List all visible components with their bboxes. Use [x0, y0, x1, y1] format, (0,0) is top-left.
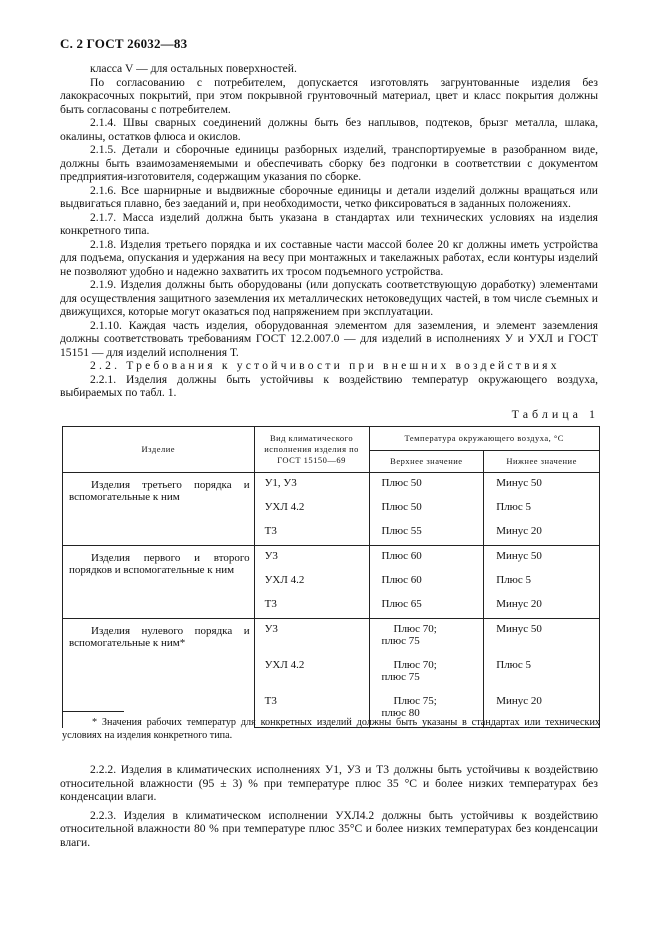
- climate-cell: Т3: [254, 594, 369, 619]
- header-temperature: Температура окружающего воздуха, °С: [369, 427, 600, 451]
- product-cell: Изделия нулевого порядка и вспомогательные к ним*: [63, 619, 255, 728]
- paragraph: 2.1.6. Все шарнирные и выдвижные сборочные единицы и детали изделий должны вращаться или выдвигаться плавно, без заеданий и, при необходимости, четко фиксироваться в заданных положениях.: [60, 183, 598, 210]
- paragraph: 2.1.9. Изделия должны быть оборудованы (или допускать соответствующую доработку) элементами для осуществления защитного заземления их металлических нетоковедущих частей, в том числе съемных и движущихся, которые могут оказаться под напряжением при эксплуатации.: [60, 278, 598, 318]
- lower-cell: Минус 20: [484, 521, 600, 546]
- paragraph: 2.1.8. Изделия третьего порядка и их составные части массой более 20 кг должны иметь устройства для подъема, опускания и удержания на весу при монтажных и такелажных работах, если контуры изделий не позволяют удобно и надежно захватить их тросом подъемного устройства.: [60, 237, 598, 278]
- climate-cell: Т3: [254, 691, 369, 728]
- paragraph: 2.2.3. Изделия в климатическом исполнении УХЛ4.2 должны быть устойчивы к воздействию относительной влажности 80 % при температуре плюс 35°С и более низких температурах без конденсации влаги.: [60, 808, 598, 849]
- lower-cell: Минус 20: [484, 594, 600, 619]
- climate-cell: У3: [254, 546, 369, 571]
- table-row: [63, 473, 600, 498]
- paragraph: 2.1.5. Детали и сборочные единицы разборных изделий, транспортируемые в разобранном виде, должны быть взаимозаменяемыми и обеспечивать сборку без подгонки в соответствии с документом предприятия-изготовителя, содержащим указания по сборке.: [60, 143, 598, 183]
- upper-value-line-2: плюс 75: [381, 671, 420, 683]
- upper-cell: Плюс 50: [369, 497, 484, 521]
- upper-value-line-2: плюс 80: [381, 707, 420, 719]
- footnote: * Значения рабочих температур для конкретных изделий должны быть указаны в стандартах или технических условиях на изделия конкретного типа.: [62, 717, 600, 741]
- upper-cell: [369, 619, 484, 656]
- lower-cell: Минус 50: [484, 619, 600, 656]
- upper-value-line-1: Плюс 75;: [393, 695, 437, 707]
- climate-cell: У1, У3: [254, 473, 369, 498]
- lower-cell: Минус 50: [484, 546, 600, 571]
- lower-cell: Плюс 5: [484, 570, 600, 594]
- climate-cell: УХЛ 4.2: [254, 655, 369, 691]
- climate-cell: Т3: [254, 521, 369, 546]
- body-text-bottom: [60, 763, 598, 854]
- upper-cell: Плюс 55: [369, 521, 484, 546]
- paragraph: 2.2.1. Изделия должны быть устойчивы к воздействию температур окружающего воздуха, выбираемых по табл. 1.: [60, 372, 598, 399]
- upper-value-line-1: Плюс 70;: [393, 659, 437, 671]
- table-row: [63, 546, 600, 571]
- climate-cell: УХЛ 4.2: [254, 570, 369, 594]
- paragraph: 2.2.2. Изделия в климатических исполнениях У1, У3 и Т3 должны быть устойчивы к воздействию относительной влажности (95 ± 3) % при температуре плюс 35 °С и более низких температурах без конденсации влаги.: [60, 763, 598, 803]
- page-header: С. 2 ГОСТ 26032—83: [60, 36, 188, 51]
- paragraph: По согласованию с потребителем, допускается изготовлять загрунтованные изделия без лакокрасочных покрытий, при этом покрывной грунтовочный материал, цвет и класс покрытия должны быть согласованы с потребителем.: [60, 75, 598, 116]
- upper-cell: [369, 655, 484, 691]
- upper-value-line-1: Плюс 70;: [393, 623, 437, 635]
- climate-cell: УХЛ 4.2: [254, 497, 369, 521]
- climate-cell: У3: [254, 619, 369, 656]
- lower-cell: Минус 20: [484, 691, 600, 728]
- table-row: [63, 619, 600, 656]
- lower-cell: Плюс 5: [484, 497, 600, 521]
- upper-cell: Плюс 50: [369, 473, 484, 498]
- paragraph: 2.1.10. Каждая часть изделия, оборудованная элементом для заземления, и элемент заземления должны соответствовать требованиям ГОСТ 12.2.007.0 — для изделий в исполнениях У и УХЛ и ГОСТ 15151 — для изделий исполнения Т.: [60, 318, 598, 359]
- section-heading: 2.2. Требования к устойчивости при внешних воздействиях: [90, 359, 560, 372]
- header-climate: Вид климатического исполнения изделия по ГОСТ 15150—69: [254, 427, 369, 473]
- paragraph: класса V — для остальных поверхностей.: [90, 62, 297, 75]
- header-upper: Верхнее значение: [369, 451, 484, 473]
- temperature-table: [62, 426, 600, 728]
- upper-cell: Плюс 60: [369, 570, 484, 594]
- header-product: Изделие: [63, 427, 255, 473]
- upper-cell: Плюс 65: [369, 594, 484, 619]
- lower-cell: Плюс 5: [484, 655, 600, 691]
- upper-cell: Плюс 60: [369, 546, 484, 571]
- paragraph: 2.1.7. Масса изделий должна быть указана в стандартах или технических условиях на изделия конкретного типа.: [60, 210, 598, 237]
- body-text-top: [60, 62, 598, 400]
- product-cell: Изделия третьего порядка и вспомогательные к ним: [63, 473, 255, 546]
- header-lower: Нижнее значение: [484, 451, 600, 473]
- paragraph: 2.1.4. Швы сварных соединений должны быть без наплывов, подтеков, брызг металла, шлака, окалины, остатков флюса и окислов.: [60, 116, 598, 143]
- lower-cell: Минус 50: [484, 473, 600, 498]
- table-caption: Таблица 1: [511, 407, 599, 421]
- upper-value-line-2: плюс 75: [381, 635, 420, 647]
- product-cell: Изделия первого и второго порядков и вспомогательные к ним: [63, 546, 255, 619]
- footnote-divider: [62, 711, 124, 712]
